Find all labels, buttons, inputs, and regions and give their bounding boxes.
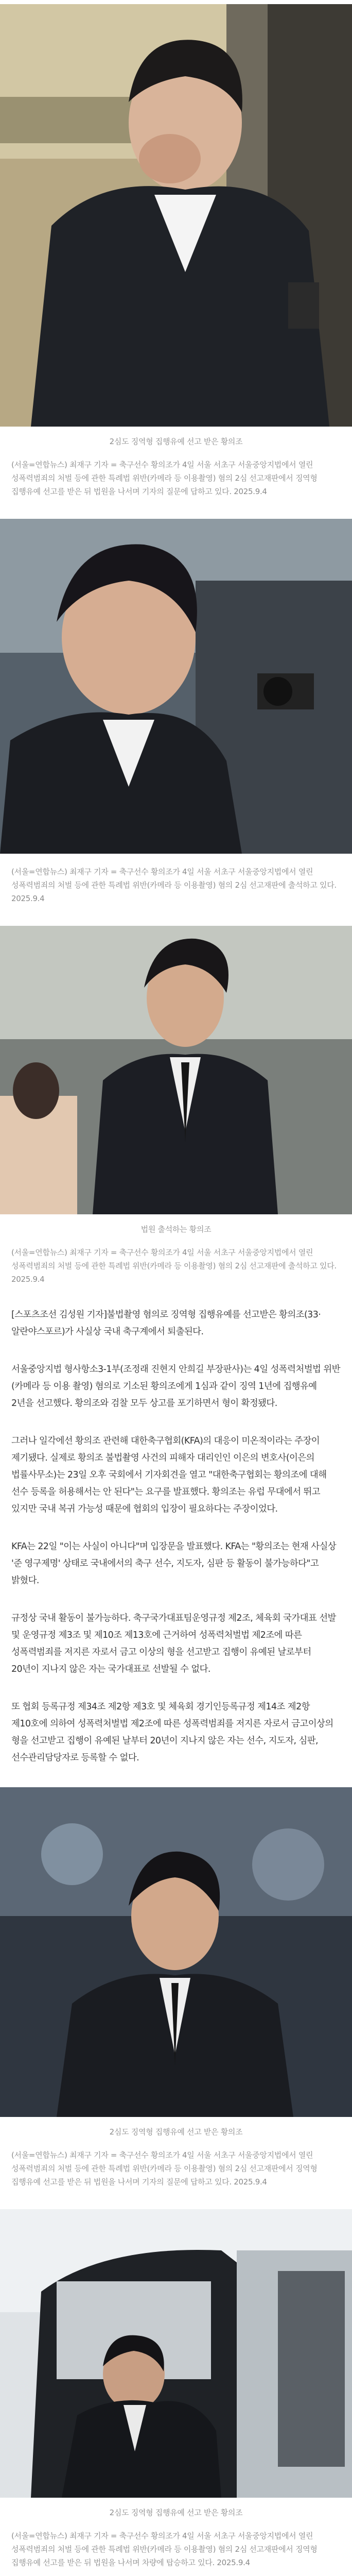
photo-caption-title-4: 2심도 징역형 집행유예 선고 받은 황의조 xyxy=(109,2127,243,2137)
photo-block-5 xyxy=(0,2209,352,2569)
news-photo-4 xyxy=(0,1787,352,2117)
news-photo-5 xyxy=(0,2209,352,2498)
photo-caption-5: (서울=연합뉴스) 최재구 기자 = 축구선수 황의조가 4일 서울 서초구 서울중앙지법에서 열린 성폭력범죄의 처벌 등에 관한 특례법 위반(카메라 등 이용촬영) 혐의 2심 선고재판에서 징역형 집행유예 선고를 받은 뒤 법원을 나서며 차량에 탑승하고 있다. 2025.9.4 xyxy=(11,2531,318,2567)
news-photo-1 xyxy=(0,4,352,427)
article-paragraph-6: 또 협회 등록규정 제34조 제2항 제3호 및 체육회 경기인등록규정 제14조 제2항 제10호에 의하여 성폭력처벌법 제2조에 따른 성폭력범죄를 저지른 자로서 금고이상의 형을 선고받고 집행이 유예된 날부터 20년이 지나지 않은 자는 선수, 지도자, 심판, 선수관리담당자로 등록할 수 없다. xyxy=(11,1702,333,1763)
photo-caption-4: (서울=연합뉴스) 최재구 기자 = 축구선수 황의조가 4일 서울 서초구 서울중앙지법에서 열린 성폭력범죄의 처벌 등에 관한 특례법 위반(카메라 등 이용촬영) 혐의 2심 선고재판에서 징역형 집행유예 선고를 받은 뒤 법원을 나서며 기자의 질문에 답하고 있다. 2025.9.4 xyxy=(11,2150,318,2187)
article-paragraph-2: 서울중앙지법 형사항소3-1부(조정래 진현지 안희길 부장판사)는 4일 성폭력처벌법 위반(카메라 등 이용 촬영) 혐의로 기소된 황의조에게 1심과 같이 징역 1년에 집행유예 2년을 선고했다. 황의조와 검찰 모두 상고를 포기하면서 형이 확정됐다. xyxy=(11,1364,340,1409)
photo-block-4 xyxy=(0,1787,352,2189)
article-paragraph-3: 그러나 일각에선 황의조 관련해 대한축구협회(KFA)의 대응이 미온적이라는 주장이 제기됐다. 실제로 황의조 불법촬영 사건의 피해자 대리인인 이은의 변호사(이은의 법률사무소)는 23일 오후 국회에서 기자회견을 열고 "대한축구협회는 황의조에 대해 선수 등록을 허용해서는 안 된다"는 요구를 발표했다. 황의조는 유럽 무대에서 뛰고 있지만 국내 복귀 가능성 때문에 협회의 입장이 필요하다는 주장이었다. xyxy=(11,1436,327,1514)
article-paragraph-5: 규정상 국내 활동이 불가능하다. 축구국가대표팀운영규정 제2조, 체육회 국가대표 선발 및 운영규정 제3조 및 제10조 제13호에 근거하여 성폭력처벌법 제2조에 따른 성폭력범죄를 저지른 자로서 금고 이상의 형을 선고받고 집행이 유예된 날로부터 20년이 지나지 않은 자는 국가대표로 선발될 수 없다. xyxy=(11,1613,336,1674)
article-paragraph-1: [스포츠조선 김성원 기자]불법촬영 혐의로 징역형 집행유예를 선고받은 황의조(33·알란야스포르)가 사실상 국내 축구계에서 퇴출된다. xyxy=(11,1310,321,1337)
photo-caption-2: (서울=연합뉴스) 최재구 기자 = 축구선수 황의조가 4일 서울 서초구 서울중앙지법에서 열린 성폭력범죄의 처벌 등에 관한 특례법 위반(카메라 등 이용촬영) 혐의 2심 선고재판에 출석하고 있다. 2025.9.4 xyxy=(11,867,337,903)
article-paragraph-4: KFA는 22일 "이는 사실이 아니다"며 입장문을 발표했다. KFA는 "황의조는 현재 사실상 '준 영구제명' 상태로 국내에서의 축구 선수, 지도자, 심판 등 활동이 불가능하다"고 밝혔다. xyxy=(11,1541,337,1586)
photo-block-3 xyxy=(0,926,352,1286)
photo-block-1 xyxy=(0,4,352,498)
photo-caption-1: (서울=연합뉴스) 최재구 기자 = 축구선수 황의조가 4일 서울 서초구 서울중앙지법에서 열린 성폭력범죄의 처벌 등에 관한 특례법 위반(카메라 등 이용촬영) 혐의 2심 선고재판에서 징역형 집행유예 선고를 받은 뒤 법원을 나서며 기자의 질문에 답하고 있다. 2025.9.4 xyxy=(11,460,318,496)
photo-caption-title-3: 법원 출석하는 황의조 xyxy=(140,1225,212,1234)
photo-caption-title-1: 2심도 징역형 집행유예 선고 받은 황의조 xyxy=(109,437,243,446)
news-photo-3 xyxy=(0,926,352,1214)
photo-block-2 xyxy=(0,519,352,905)
photo-caption-title-5: 2심도 징역형 집행유예 선고 받은 황의조 xyxy=(109,2508,243,2517)
news-photo-2 xyxy=(0,519,352,854)
photo-caption-3: (서울=연합뉴스) 최재구 기자 = 축구선수 황의조가 4일 서울 서초구 서울중앙지법에서 열린 성폭력범죄의 처벌 등에 관한 특례법 위반(카메라 등 이용촬영) 혐의 2심 선고재판에 출석하고 있다. 2025.9.4 xyxy=(11,1248,337,1284)
